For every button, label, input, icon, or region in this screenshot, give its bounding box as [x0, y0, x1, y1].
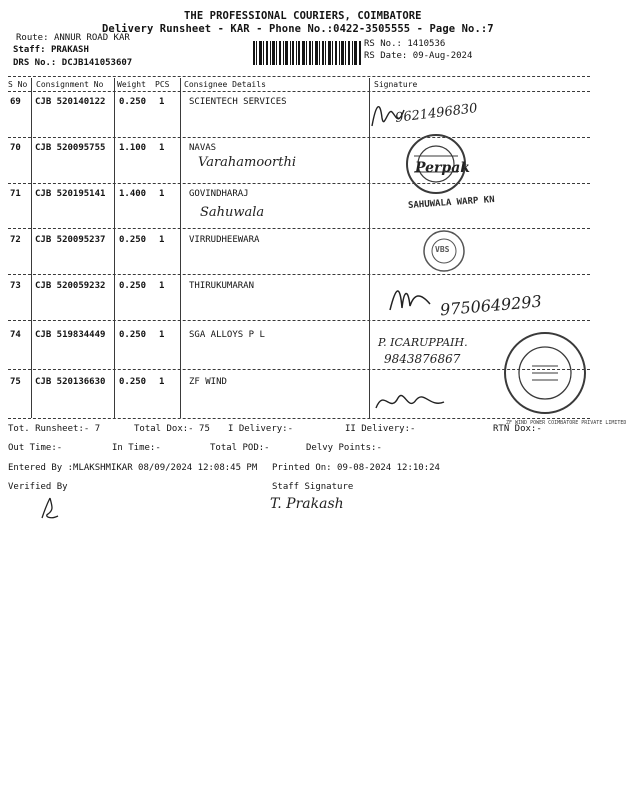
- verifier-signature: [36, 496, 64, 524]
- signature-scribble: [372, 384, 448, 416]
- row74-phone-handwritten: 9843876867: [384, 352, 461, 366]
- row-pcs: 1: [159, 281, 165, 291]
- in-time: In Time:-: [112, 443, 161, 453]
- row71-company-stamp: SAHUWALA WARP KN: [407, 194, 495, 212]
- table-top-rule: [8, 76, 590, 77]
- row-weight: 1.400: [119, 189, 147, 199]
- drs-label: DRS No.:: [13, 58, 57, 68]
- row-separator: [8, 320, 590, 321]
- tot-runsheet-label: Tot. Runsheet:-: [8, 424, 90, 434]
- row-consignee: SCIENTECH SERVICES: [189, 97, 287, 107]
- verified-by: Verified By: [8, 482, 68, 492]
- row-pcs: 1: [159, 235, 165, 245]
- row-pcs: 1: [159, 189, 165, 199]
- row-weight: 0.250: [119, 97, 147, 107]
- staff-signature-handwritten: T. Prakash: [270, 496, 344, 512]
- row-weight: 1.100: [119, 143, 147, 153]
- drs-line: [13, 58, 132, 68]
- total-dox: [134, 424, 210, 434]
- row-sno: 69: [10, 97, 21, 107]
- row-consignee: NAVAS: [189, 143, 217, 153]
- row-sno: 71: [10, 189, 21, 199]
- rs-date-value: 09-Aug-2024: [412, 51, 473, 61]
- row-separator: [8, 369, 590, 370]
- rs-no-label: RS No.:: [364, 39, 402, 49]
- tot-runsheet: [8, 424, 100, 434]
- row74-receiver-name: P. ICARUPPAIH.: [378, 336, 468, 349]
- row-separator: [8, 137, 590, 138]
- rs-no-value: 1410536: [407, 39, 446, 49]
- col-header-consignee: Consignee Details: [184, 80, 266, 89]
- col-divider: [114, 78, 115, 418]
- total-pod: Total POD:-: [210, 443, 270, 453]
- ii-delivery: II Delivery:-: [345, 424, 416, 434]
- printed-on: Printed On: 09-08-2024 12:10:24: [272, 463, 440, 473]
- row-sno: 73: [10, 281, 21, 291]
- rs-no-line: [364, 39, 445, 49]
- signature-scribble: [386, 282, 436, 316]
- route-value: ANNUR ROAD KAR: [53, 33, 130, 43]
- barcode-image: [253, 41, 361, 65]
- row-consignment: CJB 520095237: [35, 235, 106, 245]
- col-divider: [31, 78, 32, 418]
- row-consignee: SGA ALLOYS P L: [189, 330, 265, 340]
- row69-phone-handwritten: 9621496830: [394, 101, 479, 126]
- zf-wind-seal-text: ZF WIND POWER COIMBATORE PRIVATE LIMITED: [506, 420, 626, 426]
- row-pcs: 1: [159, 377, 165, 387]
- i-delivery: I Delivery:-: [228, 424, 294, 434]
- col-header-weight: Weight: [117, 80, 146, 89]
- rs-date-label: RS Date:: [364, 51, 408, 61]
- row-separator: [8, 183, 590, 184]
- row-weight: 0.250: [119, 281, 147, 291]
- route-label: Route:: [16, 33, 49, 43]
- row-pcs: 1: [159, 330, 165, 340]
- row-consignment: CJB 520195141: [35, 189, 106, 199]
- row-consignment: CJB 519834449: [35, 330, 106, 340]
- row-consignee-handwritten: Sahuwala: [200, 205, 265, 220]
- total-dox-value: 75: [199, 424, 210, 434]
- row-consignee: THIRUKUMARAN: [189, 281, 255, 291]
- row-sno: 74: [10, 330, 21, 340]
- col-header-consignment: Consignment No: [36, 80, 104, 89]
- rtn-dox: RTN Dox:-: [493, 424, 542, 434]
- row-sno: 72: [10, 235, 21, 245]
- row-consignment: CJB 520136630: [35, 377, 106, 387]
- col-header-sno: S No: [8, 80, 28, 89]
- row73-phone-handwritten: 9750649293: [439, 291, 543, 320]
- delvy-points: Delvy Points:-: [306, 443, 382, 453]
- row-weight: 0.250: [119, 377, 147, 387]
- out-time: Out Time:-: [8, 443, 63, 453]
- table-header-rule: [8, 91, 590, 92]
- entered-by: Entered By :MLAKSHMIKAR 08/09/2024 12:08:45 PM: [8, 463, 258, 473]
- col-header-signature: Signature: [374, 80, 418, 89]
- row-pcs: 1: [159, 97, 165, 107]
- row-sno: 75: [10, 377, 21, 387]
- row-consignee: VIRRUDHEEWARA: [189, 235, 260, 245]
- row-consignee-handwritten: Varahamoorthi: [198, 155, 296, 170]
- vbs-stamp-text: VBS: [435, 245, 450, 254]
- table-bottom-rule: [8, 418, 590, 419]
- row-weight: 0.250: [119, 330, 147, 340]
- runsheet-title: Delivery Runsheet - KAR - Phone No.:0422-3505555 - Page No.:7: [102, 23, 494, 35]
- staff-line: [13, 45, 89, 55]
- row-separator: [8, 228, 590, 229]
- row-consignment: CJB 520059232: [35, 281, 106, 291]
- staff-signature-label: Staff Signature: [272, 482, 354, 492]
- row-separator: [8, 274, 590, 275]
- tot-runsheet-value: 7: [94, 424, 101, 434]
- total-dox-label: Total Dox:-: [134, 424, 194, 434]
- col-header-pcs: PCS: [155, 80, 170, 89]
- row-consignee: GOVINDHARAJ: [189, 189, 249, 199]
- zf-wind-company-seal: [502, 330, 588, 416]
- row70-handwritten-mark: Perpak: [415, 160, 470, 176]
- route-line: [16, 33, 130, 43]
- staff-value: PRAKASH: [50, 45, 89, 55]
- row-sno: 70: [10, 143, 21, 153]
- row-consignee: ZF WIND: [189, 377, 227, 387]
- row-consignment: CJB 520095755: [35, 143, 106, 153]
- row-consignment: CJB 520140122: [35, 97, 106, 107]
- row-pcs: 1: [159, 143, 165, 153]
- rs-date-line: [364, 51, 472, 61]
- col-divider: [180, 78, 181, 418]
- row-weight: 0.250: [119, 235, 147, 245]
- company-title: THE PROFESSIONAL COURIERS, COIMBATORE: [184, 10, 422, 22]
- staff-label: Staff:: [13, 45, 46, 55]
- drs-value: DCJB141053607: [61, 58, 133, 68]
